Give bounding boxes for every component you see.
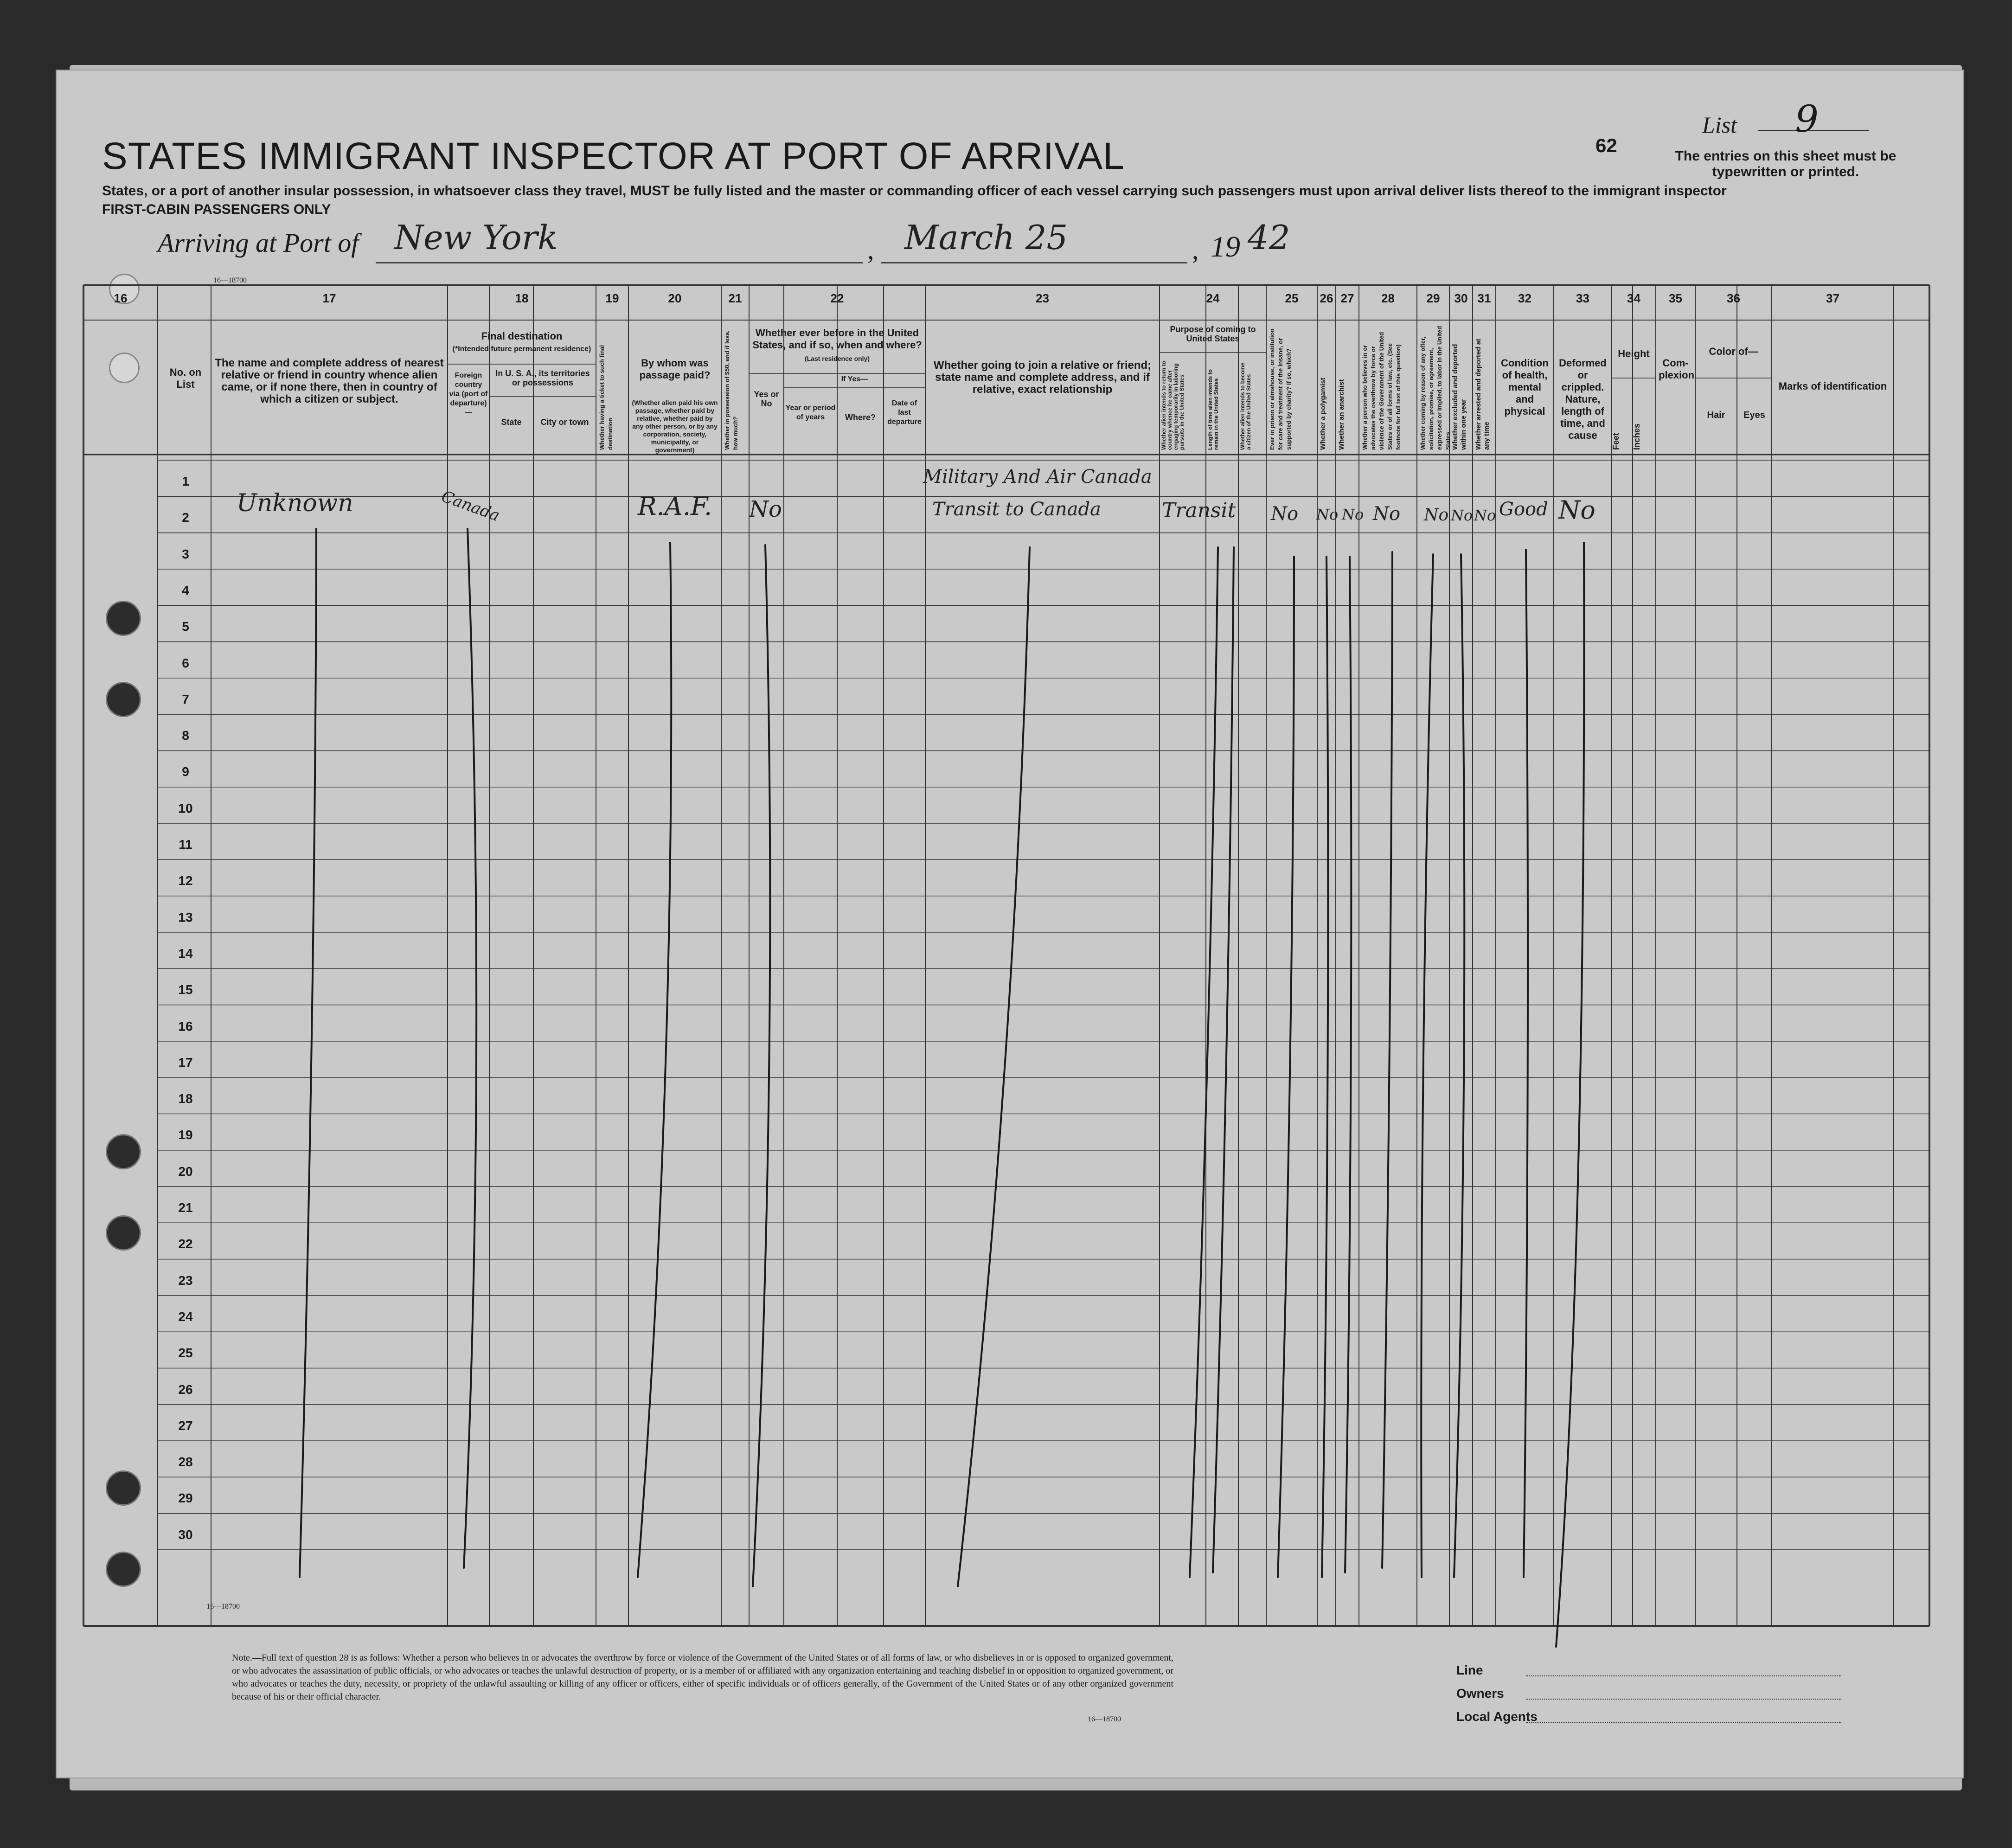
page-title: STATES IMMIGRANT INSPECTOR AT PORT OF ARRIVAL (102, 135, 1125, 177)
owners-field[interactable] (1526, 1699, 1841, 1700)
form-code: 16—18700 (213, 276, 247, 284)
column-sub-36-2: Eyes (1743, 410, 1765, 420)
column-header-35: Com- plexion (1659, 357, 1695, 381)
column-number-19: 19 (605, 291, 619, 305)
column-number-21: 21 (728, 291, 742, 305)
column-header-29: Whether coming by reason of any offer, solicitation, promise, or agreement, expressed or implied, to labor in the United States (1419, 326, 1451, 450)
entries-note: The entries on this sheet must be typewritten or printed. (1675, 148, 1897, 180)
column-header-27: Whether an anarchist (1338, 379, 1346, 450)
column-number-27: 27 (1340, 291, 1354, 305)
port-value: New York (394, 218, 558, 257)
row-number: 23 (178, 1273, 193, 1288)
column-header-26: Whether a polygamist (1319, 378, 1327, 450)
row-number: 11 (179, 837, 192, 852)
row-number: 16 (178, 1019, 193, 1033)
column-header-33: Deformed or crippled. Nature, length of time, and cause (1559, 357, 1607, 441)
ditto-stroke (1556, 543, 1584, 1647)
column-sub-24-1: Whether alien intends to return to country whence he came after engaging temporarily in laboring pursuits in the United States (1160, 360, 1185, 450)
row-number: 18 (178, 1091, 193, 1106)
column-header-32: Condition of health, mental and physical (1501, 357, 1549, 417)
ditto-stroke (1524, 550, 1528, 1577)
column-header-36: Color of— (1709, 346, 1758, 357)
row-number: 17 (178, 1055, 193, 1070)
row1-purpose: Transit (1162, 499, 1236, 522)
row-number: 26 (178, 1382, 193, 1397)
row1-relative-address: Unknown (237, 489, 353, 517)
column-number-22: 22 (830, 291, 844, 305)
row-number: 10 (178, 801, 193, 815)
row1-q29: No (1424, 506, 1449, 525)
row1-q31: No (1474, 507, 1496, 524)
ditto-stroke (1454, 554, 1464, 1577)
row-number: 3 (182, 546, 189, 561)
comma-separator: , (1192, 235, 1199, 265)
ditto-stroke (464, 529, 476, 1568)
list-label: List (1702, 112, 1737, 138)
row-number: 1 (182, 474, 189, 488)
column-number-29: 29 (1426, 291, 1440, 305)
column-header-17: The name and complete address of nearest relative or friend in country whence alien came, or if none there, then in country of which a citizen or subject. (215, 357, 444, 405)
form-code: 16—18700 (1088, 1715, 1121, 1723)
row-number: 19 (178, 1128, 193, 1142)
ditto-stroke (1345, 557, 1351, 1572)
row1-deformed: No (1558, 495, 1596, 525)
column-sub-18-3: State (501, 417, 522, 427)
column-subheader-18: (*Intended future permanent residence) (452, 345, 591, 353)
row-number: 8 (182, 728, 189, 743)
column-header-24: Purpose of coming to United States (1170, 325, 1256, 343)
column-number-26: 26 (1320, 291, 1333, 305)
column-header-30: Whether excluded and deported within one year (1451, 344, 1467, 450)
row1-passage-paid: R.A.F. (638, 492, 712, 521)
local-agents-field[interactable] (1526, 1722, 1841, 1723)
row-number: 28 (178, 1455, 193, 1469)
column-sub-22-5: Date of last departure (887, 399, 922, 426)
row-number: 25 (178, 1346, 193, 1360)
ditto-stroke (1278, 557, 1294, 1577)
column-number-16: 16 (114, 291, 128, 305)
ditto-stroke (958, 547, 1030, 1586)
list-number: 9 (1795, 97, 1819, 141)
row-number: 21 (178, 1200, 193, 1215)
column-number-17: 17 (322, 291, 336, 305)
comma-separator: , (867, 235, 874, 265)
height-group-label: Height (1618, 348, 1650, 359)
ditto-stroke (638, 543, 671, 1577)
column-note-20: (Whether alien paid his own passage, whether paid by relative, whether paid by any other person, or by any corporation, society, municipality, or government) (632, 399, 718, 454)
row1-join-relative: Military And Air Canada (923, 466, 1152, 488)
ditto-stroke (300, 529, 316, 1577)
column-header-28: Whether a person who believes in or advocates the overthrow by force or violence of the Government of the United States or of all forms of law, etc. (See footnote for full text of this question) (1361, 332, 1402, 450)
column-sub-18-1: Foreign country via (port of departure)— (449, 372, 488, 417)
column-header-21: Whether in possession of $50, and if less, how much? (724, 330, 739, 450)
column-number-35: 35 (1669, 291, 1682, 305)
year-prefix: 19 (1211, 230, 1240, 263)
column-number-28: 28 (1381, 291, 1395, 305)
row-number: 14 (178, 946, 193, 961)
column-header-23: Whether going to join a relative or friend; state name and complete address, and if relative, exact relationship (933, 359, 1152, 396)
row1-prison: No (1271, 503, 1299, 525)
row1-foreign-country: Canada (439, 487, 502, 526)
column-number-33: 33 (1576, 291, 1589, 305)
row1-q28: No (1373, 503, 1401, 525)
column-sub-34-2: Inches (1632, 423, 1641, 450)
row-number: 29 (178, 1491, 193, 1506)
row-number: 4 (182, 583, 189, 597)
page-number: 62 (1596, 135, 1617, 156)
line-label: Line (1456, 1663, 1483, 1677)
column-number-30: 30 (1454, 291, 1468, 305)
column-sub-36-1: Hair (1707, 410, 1725, 420)
row-number: 13 (178, 910, 193, 924)
column-number-24: 24 (1206, 291, 1220, 305)
row-number: 22 (178, 1237, 193, 1251)
row1-anarchist: No (1342, 506, 1364, 523)
line-field[interactable] (1526, 1675, 1841, 1676)
column-number-18: 18 (515, 291, 529, 305)
row-number: 6 (182, 655, 189, 670)
row1-polygamist: No (1316, 506, 1339, 523)
row-number: 30 (178, 1527, 193, 1542)
column-header-20: By whom was passage paid? (639, 357, 711, 381)
column-number-31: 31 (1477, 291, 1491, 305)
date-value: March 25 (904, 218, 1068, 257)
owners-label: Owners (1456, 1686, 1504, 1700)
year-value: 42 (1248, 218, 1290, 257)
row1-q30: No (1451, 507, 1473, 524)
form-code: 16—18700 (206, 1603, 240, 1611)
ditto-stroke (753, 545, 770, 1586)
subtitle: States, or a port of another insular possession, in whatsoever class they travel, MUST be fully listed and the master or commanding officer of each vessel carrying such passengers must upon arrival deliver lists thereof to the immigrant inspector (102, 183, 1727, 199)
column-header-31: Whether arrested and deported at any time (1474, 338, 1491, 450)
column-number-32: 32 (1518, 291, 1531, 305)
row-number: 2 (182, 510, 189, 525)
column-note-22: (Last residence only) (804, 355, 870, 362)
row1-ever-in-us: No (749, 496, 782, 522)
ditto-stroke (1322, 557, 1328, 1577)
local-agents-label: Local Agents (1456, 1709, 1538, 1724)
column-header-25: Ever in prison or almshouse, or institution for care and treatment of the insane, or supported by charity? If so, which? (1269, 328, 1292, 450)
column-sub-24-2: Length of time alien intends to remain in the United States (1207, 369, 1219, 450)
row-number: 9 (182, 764, 189, 779)
row-number: 20 (178, 1164, 193, 1179)
column-number-36: 36 (1727, 291, 1740, 305)
column-sub-24-3: Whether alien intends to become a citizen of the United States (1239, 362, 1252, 450)
row-number: 5 (182, 619, 189, 634)
cabin-class-label: FIRST-CABIN PASSENGERS ONLY (102, 202, 331, 217)
row1-join-relative-2: Transit to Canada (932, 499, 1101, 520)
column-sub-22-3: Year or period of years (785, 404, 836, 421)
row-number: 7 (182, 692, 189, 706)
column-number-34: 34 (1627, 291, 1640, 305)
column-header-22: Whether ever before in the United States, and if so, when and where? (752, 327, 922, 351)
ditto-stroke (1190, 547, 1218, 1577)
column-header-18: Final destination (481, 330, 563, 342)
footnote-q28: Note.—Full text of question 28 is as follows: Whether a person who believes in or advocates the overthrow by force or violence of the Government of the United States or of all forms of law, or who disbelieves in or is opposed to organized government, or who advocates the assassination of public officials, or who advocates or teaches the unlawful destruction of property, or is a member of or affiliated with any organization entertaining and teaching disbelief in or opposition to organized government, or who advocates or teaches the duty, necessity, or propriety of the unlawful assaulting or killing of any officer or officers, either of specific individuals or of officers generally, of the Government of the United States or of any other organized government because of his or their official character. (232, 1653, 1173, 1702)
column-number-25: 25 (1285, 291, 1299, 305)
row-number: 24 (178, 1309, 193, 1324)
column-header-19: Whether having a ticket to such final destination (598, 345, 614, 450)
ditto-stroke (1421, 554, 1433, 1577)
column-header-16: No. on List (169, 366, 202, 390)
column-number-23: 23 (1036, 291, 1049, 305)
column-sub-22-1: Yes or No (754, 390, 779, 408)
column-sub-22-2: If Yes— (841, 375, 868, 383)
column-sub-18-2: In U. S. A., its territories or possessions (495, 369, 590, 387)
row1-health: Good (1499, 499, 1548, 520)
column-sub-18-4: City or town (540, 417, 589, 427)
column-header-37: Marks of identification (1778, 380, 1887, 392)
ditto-stroke (1382, 552, 1392, 1568)
arriving-label: Arriving at Port of (158, 228, 359, 258)
column-number-20: 20 (668, 291, 682, 305)
column-sub-22-4: Where? (845, 413, 876, 422)
row-number: 12 (178, 873, 193, 888)
row-number: 27 (178, 1418, 193, 1433)
row-number: 15 (178, 982, 193, 997)
column-number-37: 37 (1826, 291, 1839, 305)
column-sub-34-1: Feet (1611, 432, 1621, 450)
